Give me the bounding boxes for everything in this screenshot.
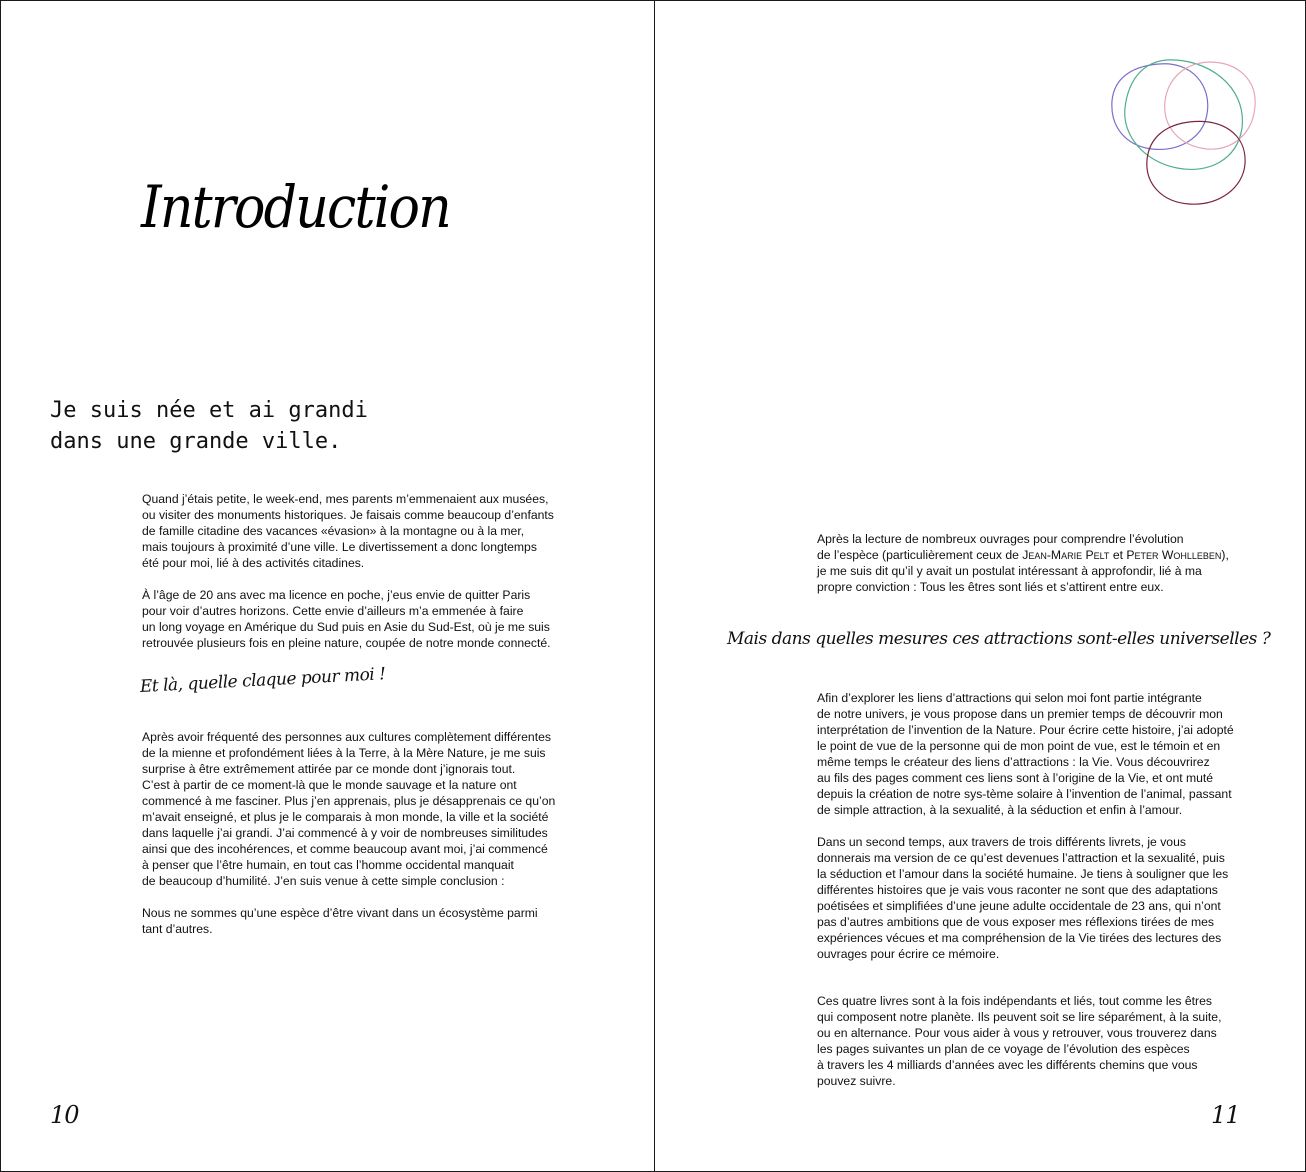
left-paragraph-3: Après avoir fréquenté des personnes aux cultures complètement différentes de la mienne et profondément liées à la Terre, à la Mère Nature, je me suis surprise à être extrêmement attirée par ce monde dont j’ignorais tout. C’est à partir de ce moment-là que le monde sauvage et la nature ont commencé à me fasciner. Plus j’en apprenais, plus je désapprenais ce qu’on m’avait enseigné, et plus je le comparais à mon monde, la ville et la société dans laquelle j’ai grandi. J’ai commencé à y voir de nombreuses similitudes ainsi que des incohérences, et comme beaucoup avant moi, j’ai commencé à penser que l’être humain, en tout cas l’homme occidental manquait de beaucoup d’humilité. J’en suis venue à cette simple conclusion : — [142, 730, 556, 888]
right-paragraph-4: Ces quatre livres sont à la fois indépendants et liés, tout comme les êtres qui composent notre planète. Ils peuvent soit se lire séparément, à la suite, ou en alternance. Pour vous aider à vous y retrouver, vous trouverez dans les pages suivantes un plan de ce voyage de l’évolution des espèces à travers les 4 milliards d’années avec les différents chemins que vous pouvez suivre. — [817, 994, 1222, 1088]
left-paragraph-1: Quand j’étais petite, le week-end, mes parents m’emmenaient aux musées, ou visiter des monuments historiques. Je faisais comme beaucoup d’enfants de famille citadine des vacances «évasion» à la montagne ou à la mer, mais toujours à proximité d’une ville. Le divertissement a donc longtemps été pour moi, lié à des activités citadines. — [142, 492, 554, 570]
left-paragraph-2: À l’âge de 20 ans avec ma licence en poche, j’eus envie de quitter Paris pour voir d’autres horizons. Cette envie d’ailleurs m’a emmenée à faire un long voyage en Amérique du Sud puis en Asie du Sud-Est, où je me suis retrouvée plusieurs fois en pleine nature, coupée de notre monde connecté. — [142, 588, 551, 650]
right-pull-quote: Mais dans quelles mesures ces attractions sont-elles universelles ? — [727, 629, 1271, 649]
author-name-wohlleben: Peter Wohlleben — [1126, 548, 1222, 562]
right-page — [655, 1, 1305, 1171]
right-paragraph-1 — [817, 531, 1229, 595]
right-paragraph-1-text-a: Après la lecture de nombreux ouvrages pour comprendre l’évolution de l’espèce (particulièrement ceux de — [817, 532, 1184, 562]
decorative-circles-icon — [1107, 56, 1262, 211]
right-paragraph-1-conjunction: et — [1109, 548, 1127, 562]
right-paragraph-3: Dans un second temps, aux travers de trois différents livrets, je vous donnerais ma version de ce qu’est devenues l’attraction et la sexualité, puis la séduction et l’amour dans la société humaine. Je tiens à souligner que les différentes histoires que je vais vous raconter ne sont que des adaptations poétisées et simplifiées d’une jeune adulte occidentale de 23 ans, qui n’ont pas d’autres ambitions que de vous exposer mes réflexions tirées de mes expériences vécues et ma compréhension de la Vie tirées des lectures des ouvrages pour écrire ce mémoire. — [817, 835, 1229, 961]
page-number-left: 10 — [50, 1101, 79, 1129]
right-paragraph-2: Afin d’explorer les liens d’attractions qui selon moi font partie intégrante de notre univers, je vous propose dans un premier temps de découvrir mon interprétation de l’invention de la Nature. Pour écrire cette histoire, j’ai adopté le point de vue de la personne qui de mon point de vue, est le témoin et en même temps le créateur des liens d’attractions : la Vie. Vous découvrirez au fils des pages comment ces liens sont à l’origine de la Vie, et ont muté depuis la création de notre sys-tème solaire à l’invention de l’animal, passant de simple attraction, à la sexualité, à la séduction et enfin à l’amour. — [817, 691, 1234, 817]
page-number-right: 11 — [1211, 1101, 1240, 1129]
left-pull-quote: Et là, quelle claque pour moi ! — [139, 664, 386, 697]
author-name-pelt: Jean-Marie Pelt — [1022, 548, 1110, 562]
chapter-title: Introduction — [141, 173, 450, 241]
left-paragraph-4: Nous ne sommes qu’une espèce d’être vivant dans un écosystème parmi tant d’autres. — [142, 906, 538, 936]
left-page — [1, 1, 654, 1171]
lead-heading: Je suis née et ai grandi dans une grande ville. — [50, 398, 368, 454]
right-paragraph-1-text-b: ), je me suis dit qu’il y avait un postulat intéressant à approfondir, lié à ma propre conviction : Tous les êtres sont liés et s’attirent entre eux. — [817, 548, 1229, 594]
